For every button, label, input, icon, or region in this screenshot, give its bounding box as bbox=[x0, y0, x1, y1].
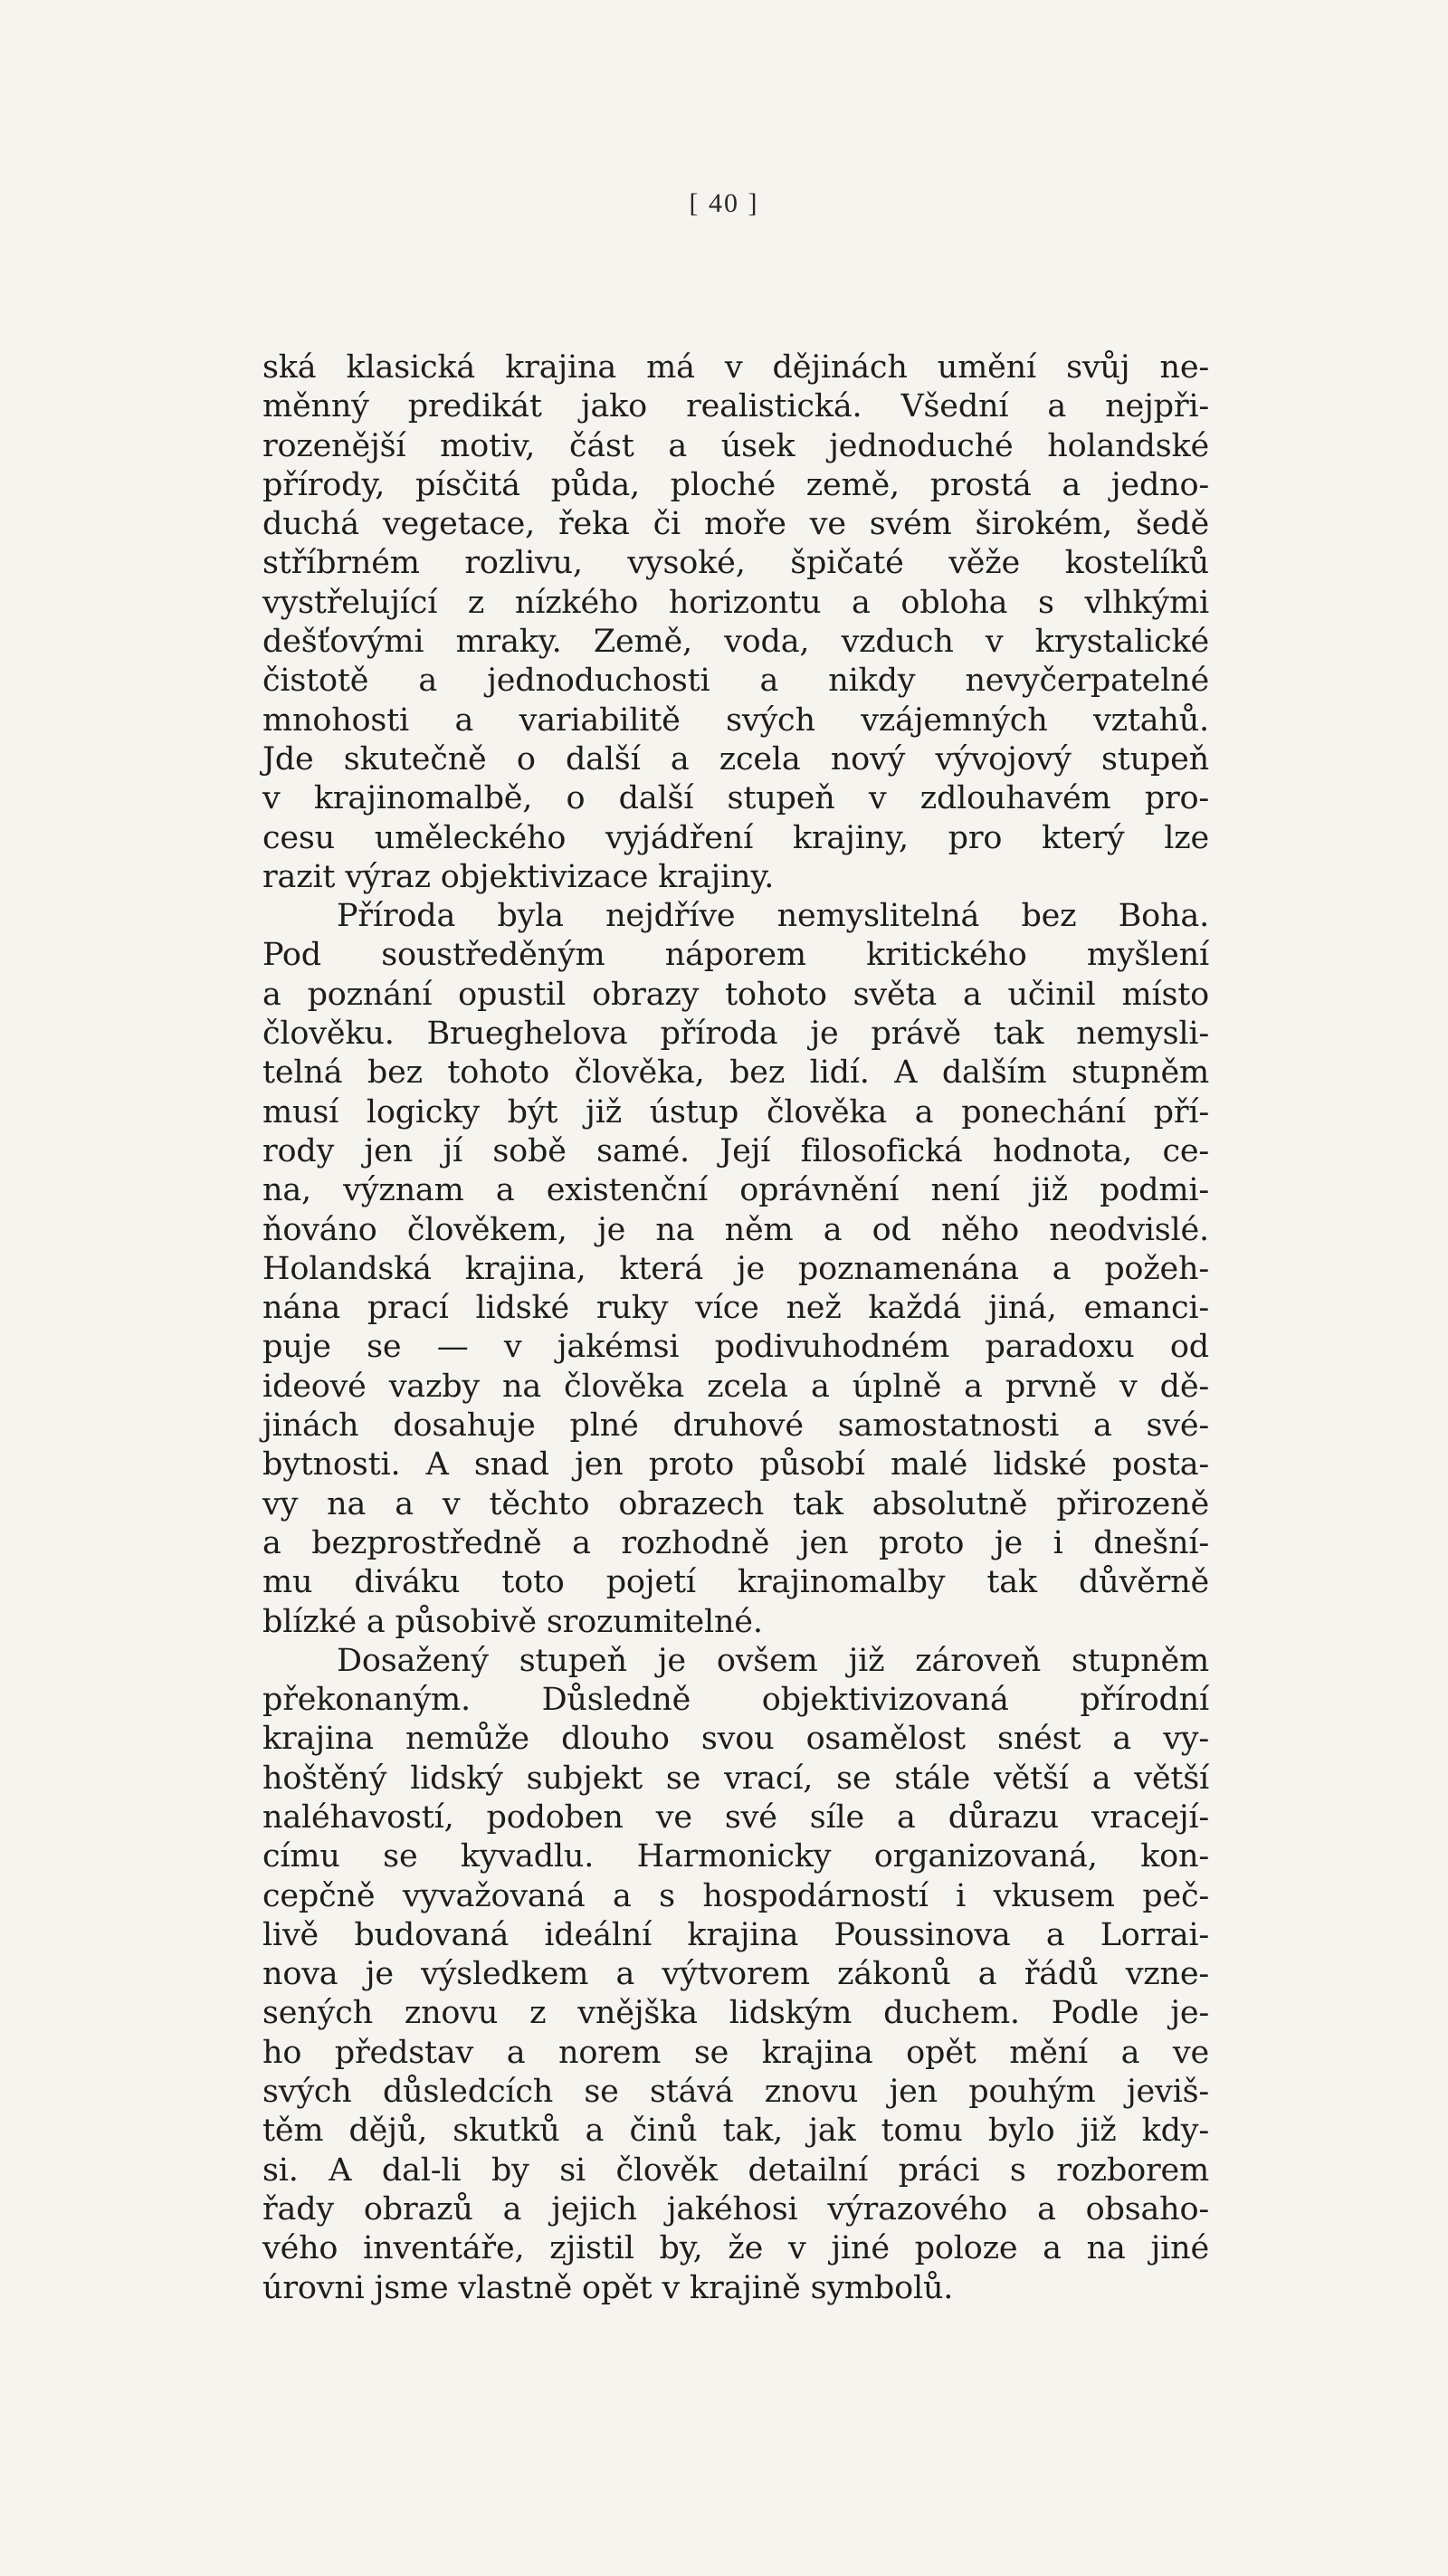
text-line: livě budovaná ideální krajina Poussinova a Lorrai- bbox=[262, 1916, 1209, 1953]
text-line: na, význam a existenční oprávnění není již podmi- bbox=[262, 1172, 1209, 1209]
text-line: musí logicky být již ústup člověka a ponechání pří- bbox=[262, 1093, 1209, 1131]
text-line: těm dějů, skutků a činů tak, jak tomu bylo již kdy- bbox=[262, 2113, 1209, 2150]
text-line: vy na a v těchto obrazech tak absolutně přirozeně bbox=[262, 1485, 1209, 1522]
text-line: přírody, písčitá půda, ploché země, prostá a jedno- bbox=[262, 466, 1209, 503]
text-line: Příroda byla nejdříve nemyslitelná bez Boha. bbox=[337, 898, 1209, 935]
text-line: vystřelující z nízkého horizontu a obloha s vlhkými bbox=[262, 584, 1209, 621]
text-line: nána prací lidské ruky více než každá jiná, emanci- bbox=[262, 1290, 1209, 1327]
text-line: Holandská krajina, která je poznamenána a požeh- bbox=[262, 1250, 1209, 1287]
text-line: a poznání opustil obrazy tohoto světa a učinil místo bbox=[262, 976, 1209, 1013]
text-line: sených znovu z vnějška lidským duchem. Podle je- bbox=[262, 1995, 1209, 2032]
text-line: mu diváku toto pojetí krajinomalby tak důvěrně bbox=[262, 1564, 1209, 1601]
text-line: jinách dosahuje plné druhové samostatnosti a své- bbox=[262, 1407, 1209, 1445]
paragraph bbox=[262, 348, 1209, 897]
body-text bbox=[262, 348, 1209, 2308]
text-line: címu se kyvadlu. Harmonicky organizovaná, kon- bbox=[262, 1838, 1209, 1875]
text-line: překonaným. Důsledně objektivizovaná přírodní bbox=[262, 1682, 1209, 1719]
text-line: mnohosti a variabilitě svých vzájemných vztahů. bbox=[262, 701, 1209, 739]
page-number: [ 40 ] bbox=[689, 188, 759, 218]
text-line: krajina nemůže dlouho svou osamělost snést a vy- bbox=[262, 1721, 1209, 1758]
text-line: si. A dal-li by si člověk detailní práci s rozborem bbox=[262, 2151, 1209, 2189]
text-line: razit výraz objektivizace krajiny. bbox=[262, 858, 775, 895]
text-line: duchá vegetace, řeka či moře ve svém širokém, šedě bbox=[262, 506, 1209, 543]
text-line: ideové vazby na člověka zcela a úplně a prvně v dě- bbox=[262, 1368, 1209, 1405]
paragraph bbox=[262, 1642, 1209, 2308]
text-line: v krajinomalbě, o další stupeň v zdlouhavém pro- bbox=[262, 780, 1209, 817]
text-line: puje se — v jakémsi podivuhodném paradoxu od bbox=[262, 1329, 1209, 1366]
text-line: naléhavostí, podoben ve své síle a důrazu vracejí- bbox=[262, 1798, 1209, 1836]
text-line: Jde skutečně o další a zcela nový vývojový stupeň bbox=[262, 740, 1209, 778]
text-line: rozenější motiv, část a úsek jednoduché holandské bbox=[262, 427, 1209, 464]
text-line: blízké a působivě srozumitelné. bbox=[262, 1603, 763, 1640]
text-line: hoštěný lidský subjekt se vrací, se stále větší a větší bbox=[262, 1760, 1209, 1797]
text-line: ho představ a norem se krajina opět mění a ve bbox=[262, 2034, 1209, 2071]
text-line: nova je výsledkem a výtvorem zákonů a řádů vzne- bbox=[262, 1956, 1209, 1993]
text-line: ská klasická krajina má v dějinách umění svůj ne- bbox=[262, 349, 1209, 386]
text-line: svých důsledcích se stává znovu jen pouhým jeviš- bbox=[262, 2074, 1209, 2111]
text-line: čistotě a jednoduchosti a nikdy nevyčerpatelné bbox=[262, 663, 1209, 700]
text-line: měnný predikát jako realistická. Všední a nejpři- bbox=[262, 388, 1209, 425]
text-line: Pod soustředěným náporem kritického myšlení bbox=[262, 937, 1209, 974]
text-line: rody jen jí sobě samé. Její filosofická hodnota, ce- bbox=[262, 1132, 1209, 1169]
text-line: bytnosti. A snad jen proto působí malé lidské posta- bbox=[262, 1446, 1209, 1484]
text-line: člověku. Brueghelova příroda je právě tak nemysli- bbox=[262, 1016, 1209, 1053]
text-line: cepčně vyvažovaná a s hospodárností i vkusem peč- bbox=[262, 1877, 1209, 1914]
text-line: ňováno člověkem, je na něm a od něho neodvislé. bbox=[262, 1211, 1209, 1248]
text-line: úrovni jsme vlastně opět v krajině symbolů. bbox=[262, 2269, 954, 2306]
text-line: řady obrazů a jejich jakéhosi výrazového a obsaho- bbox=[262, 2190, 1209, 2228]
text-line: stříbrném rozlivu, vysoké, špičaté věže kostelíků bbox=[262, 545, 1209, 582]
text-line: telná bez tohoto člověka, bez lidí. A dalším stupněm bbox=[262, 1054, 1209, 1092]
text-line: Dosažený stupeň je ovšem již zároveň stupněm bbox=[337, 1642, 1209, 1679]
paragraph bbox=[262, 897, 1209, 1642]
text-line: cesu uměleckého vyjádření krajiny, pro který lze bbox=[262, 819, 1209, 856]
text-line: vého inventáře, zjistil by, že v jiné poloze a na jiné bbox=[262, 2230, 1209, 2267]
text-line: dešťovými mraky. Země, voda, vzduch v krystalické bbox=[262, 624, 1209, 661]
text-line: a bezprostředně a rozhodně jen proto je i dnešní- bbox=[262, 1524, 1209, 1561]
